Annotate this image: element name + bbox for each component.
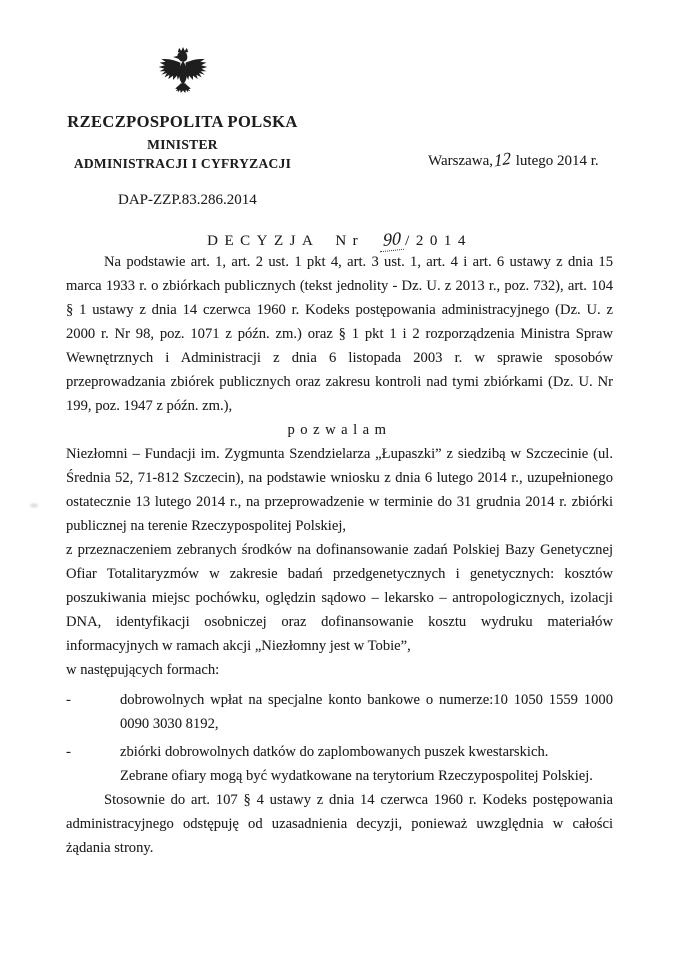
polish-eagle-emblem-icon	[157, 46, 209, 107]
list-item-text: zbiórki dobrowolnych datków do zaplombowanych puszek kwestarskich.	[120, 744, 549, 760]
collection-forms-list	[66, 688, 613, 764]
list-item	[66, 688, 613, 736]
handwritten-day: 12	[493, 148, 512, 171]
legal-basis-paragraph: Na podstawie art. 1, art. 2 ust. 1 pkt 4, art. 3 ust. 1, art. 4 i art. 6 ustawy z dnia 15 marca 1933 r. o zbiórkach publicznych (tekst jednolity - Dz. U. z 2013 r., poz. 732), art. 104 § 1 ustawy z dnia 14 czerwca 1960 r. Kodeks postępowania administracyjnego (Dz. U. z 2000 r. Nr 98, poz. 1071 z późn. zm.) oraz § 1 pkt 1 i 2 rozporządzenia Ministra Spraw Wewnętrznych i Administracji z dnia 6 listopada 2003 r. w sprawie sposobów przeprowadzania zbiórek publicznych oraz zakresu kontroli nad tymi zbiórkami (Dz. U. Nr 199, poz. 1947 z późn. zm.),	[66, 254, 613, 414]
minister-title-line2: ADMINISTRACJI I CYFRYZACJI	[73, 156, 292, 171]
document-title	[0, 229, 679, 251]
forms-intro: w następujących formach:	[66, 662, 220, 678]
beneficiary-paragraph: Niezłomni – Fundacji im. Zygmunta Szendzielarza „Łupaszki” z siedzibą w Szczecinie (ul. Średnia 52, 71-812 Szczecin), na podstawie wniosku z dnia 6 lutego 2014 r., uzupełnionego ostatecznie 13 lutego 2014 r., na przeprowadzenie w terminie do 31 grudnia 2014 r. zbiórki publicznej na terenie Rzeczypospolitej Polskiej,	[66, 446, 613, 534]
place-and-date	[428, 150, 599, 170]
country-name: RZECZPOSPOLITA POLSKA	[67, 112, 298, 131]
minister-title-line1: MINISTER	[147, 137, 218, 152]
closing-paragraph: Stosownie do art. 107 § 4 ustawy z dnia 14 czerwca 1960 r. Kodeks postępowania administracyjnego odstępuję od uzasadnienia decyzji, ponieważ uwzględnia w całości żądania strony.	[66, 792, 613, 856]
date-rest: lutego 2014 r.	[515, 153, 599, 169]
decision-word: pozwalam	[287, 422, 392, 438]
list-item-text: dobrowolnych wpłat na specjalne konto bankowe o numerze:10 1050 1559 1000 0090 3030 8192,	[120, 692, 613, 732]
minister-title	[40, 135, 325, 173]
list-item	[66, 740, 613, 764]
purpose-paragraph: z przeznaczeniem zebranych środków na dofinansowanie zadań Polskiej Bazy Genetycznej Ofiar Totalitaryzmów w zakresie badań przedgenetycznych i genetycznych: kosztów poszukiwania miejsc pochówku, oględzin sądowo – lekarsko – antropologicznych, izolacji DNA, identyfikacji osobniczej oraz dofinansowanie kosztu wydruku materiałów informacyjnych w ramach akcji „Niezłomny jest w Tobie”,	[66, 542, 613, 654]
list-item-dash-marker: -	[66, 744, 71, 760]
list-item-dash-marker: -	[66, 692, 71, 708]
handwritten-decision-number: 90	[380, 228, 404, 253]
letterhead	[40, 46, 325, 173]
title-nr-label: Nr	[335, 233, 365, 249]
reference-number: DAP-ZZP.83.286.2014	[118, 192, 257, 208]
scan-artifact	[28, 502, 40, 509]
title-word: DECYZJA	[207, 233, 320, 249]
title-year: /2014	[405, 233, 472, 249]
document-body	[66, 250, 613, 860]
place-label: Warszawa,	[428, 153, 494, 169]
spending-note-paragraph: Zebrane ofiary mogą być wydatkowane na terytorium Rzeczypospolitej Polskiej.	[120, 768, 593, 784]
